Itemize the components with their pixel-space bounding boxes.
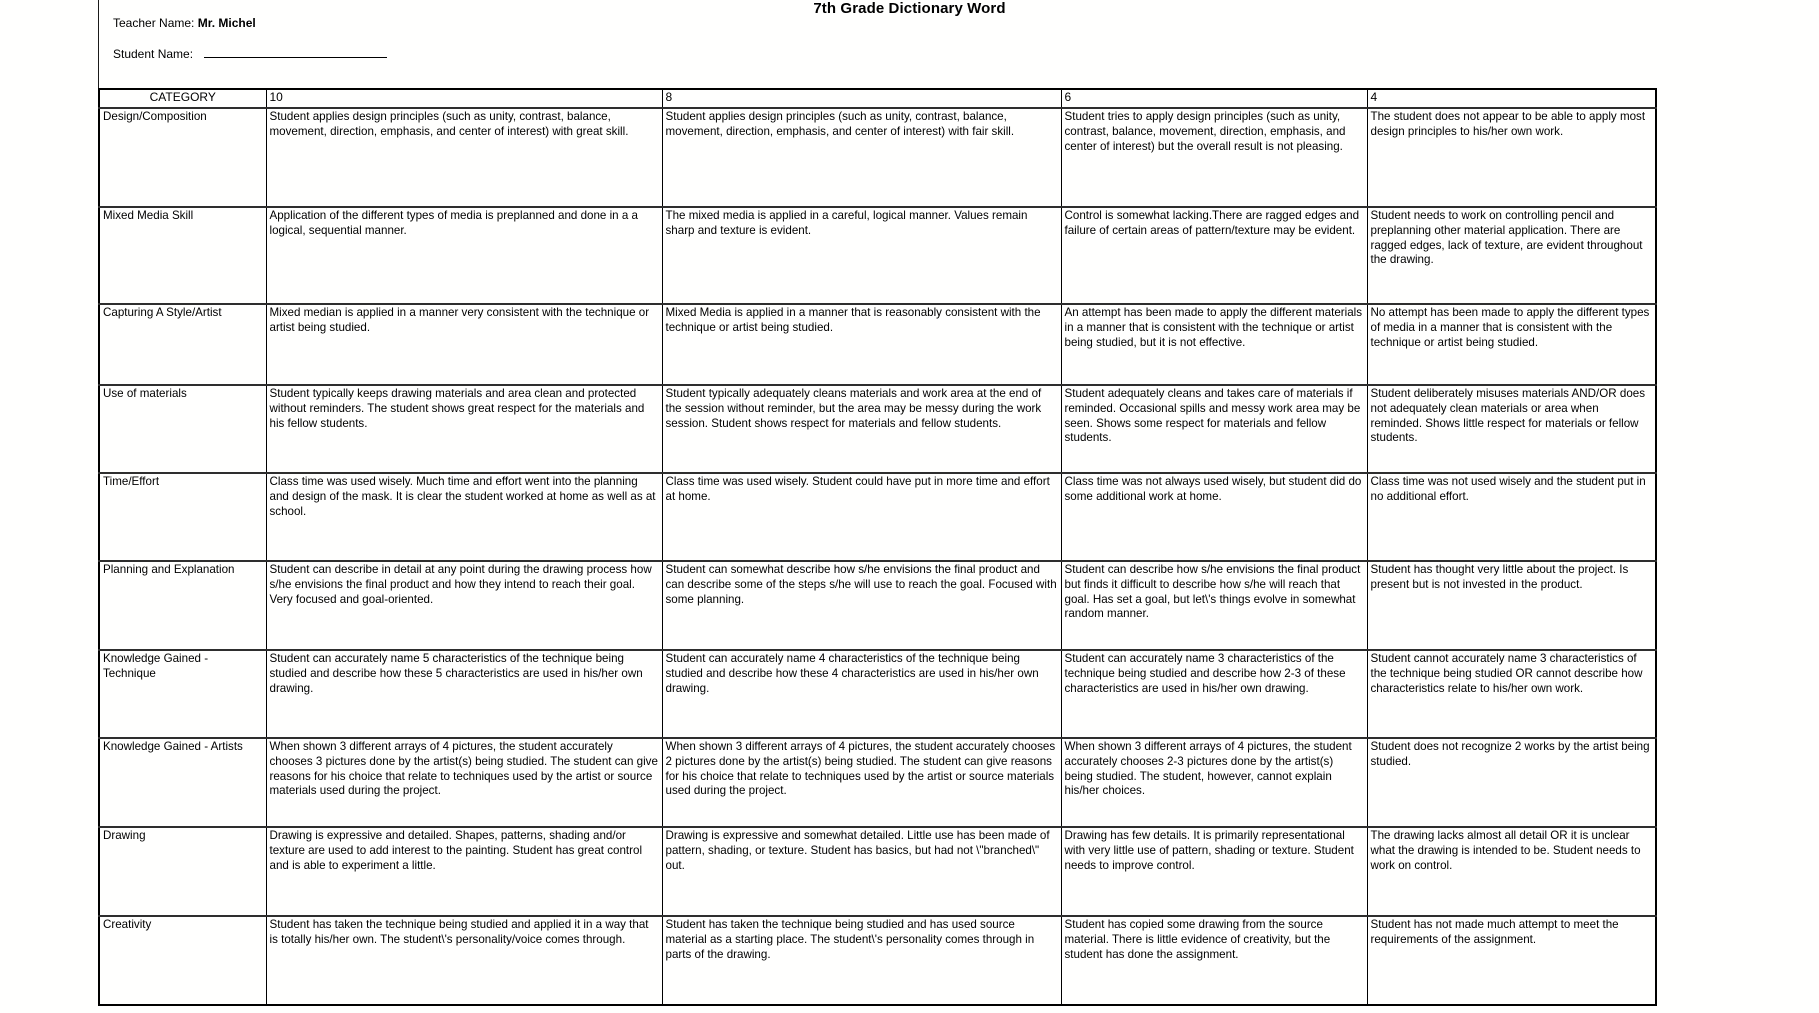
- category-cell: Knowledge Gained - Artists: [99, 738, 266, 827]
- table-row-knowledge-gained-technique: [99, 650, 1656, 738]
- table-row-drawing: [99, 827, 1656, 916]
- teacher-name-label: Teacher Name:: [113, 16, 195, 30]
- header-category: CATEGORY: [99, 89, 266, 108]
- score-10-cell: Mixed median is applied in a manner very consistent with the technique or artist being studied.: [266, 304, 662, 385]
- header-score-6: 6: [1061, 89, 1367, 108]
- header-score-4: 4: [1367, 89, 1656, 108]
- teacher-name-line: [113, 16, 256, 30]
- score-4-cell: The student does not appear to be able to apply most design principles to his/her own work.: [1367, 108, 1656, 207]
- header-score-10: 10: [266, 89, 662, 108]
- score-6-cell: Control is somewhat lacking.There are ragged edges and failure of certain areas of pattern/texture may be evident.: [1061, 207, 1367, 304]
- score-8-cell: Student can somewhat describe how s/he envisions the final product and can describe some of the steps s/he will use to reach the goal. Focused with some planning.: [662, 561, 1061, 650]
- table-row-design-composition: [99, 108, 1656, 207]
- student-name-label: Student Name:: [113, 47, 194, 61]
- table-header-row: [99, 89, 1656, 108]
- score-4-cell: Student has not made much attempt to meet the requirements of the assignment.: [1367, 916, 1656, 1005]
- score-10-cell: Drawing is expressive and detailed. Shapes, patterns, shading and/or texture are used to add interest to the painting. Student has great control and is able to experiment a little.: [266, 827, 662, 916]
- table-row-time-effort: [99, 473, 1656, 561]
- table-row-planning-explanation: [99, 561, 1656, 650]
- category-cell: Use of materials: [99, 385, 266, 473]
- table-row-mixed-media-skill: [99, 207, 1656, 304]
- category-cell: Knowledge Gained - Technique: [99, 650, 266, 738]
- rubric-table: [98, 88, 1657, 1006]
- category-cell: Capturing A Style/Artist: [99, 304, 266, 385]
- score-10-cell: Student has taken the technique being studied and applied it in a way that is totally his/her own. The student\'s personality/voice comes through.: [266, 916, 662, 1005]
- score-4-cell: Student has thought very little about the project. Is present but is not invested in the product.: [1367, 561, 1656, 650]
- score-8-cell: Drawing is expressive and somewhat detailed. Little use has been made of pattern, shading, or texture. Student has basics, but had not \"branched\" out.: [662, 827, 1061, 916]
- score-10-cell: Student typically keeps drawing materials and area clean and protected without reminders. The student shows great respect for the materials and his fellow students.: [266, 385, 662, 473]
- score-6-cell: Drawing has few details. It is primarily representational with very little use of pattern, shading or texture. Student needs to improve control.: [1061, 827, 1367, 916]
- score-6-cell: Student can accurately name 3 characteristics of the technique being studied and describe how 2-3 of these characteristics are used in his/her own drawing.: [1061, 650, 1367, 738]
- table-row-creativity: [99, 916, 1656, 1005]
- category-cell: Planning and Explanation: [99, 561, 266, 650]
- score-4-cell: Student cannot accurately name 3 characteristics of the technique being studied OR cannot describe how characteristics relate to his/her own work.: [1367, 650, 1656, 738]
- score-6-cell: Class time was not always used wisely, but student did do some additional work at home.: [1061, 473, 1367, 561]
- page-title: 7th Grade Dictionary Word: [813, 0, 1006, 17]
- score-10-cell: Student can accurately name 5 characteristics of the technique being studied and describe how these 5 characteristics are used in his/her own drawing.: [266, 650, 662, 738]
- score-10-cell: Student can describe in detail at any point during the drawing process how s/he envisions the final product and how they intend to reach their goal. Very focused and goal-oriented.: [266, 561, 662, 650]
- score-10-cell: Student applies design principles (such as unity, contrast, balance, movement, direction, emphasis, and center of interest) with great skill.: [266, 108, 662, 207]
- score-6-cell: An attempt has been made to apply the different materials in a manner that is consistent with the technique or artist being studied, but it is not effective.: [1061, 304, 1367, 385]
- score-8-cell: Mixed Media is applied in a manner that is reasonably consistent with the technique or artist being studied.: [662, 304, 1061, 385]
- score-4-cell: Student needs to work on controlling pencil and preplanning other material application. There are ragged edges, lack of texture, are evident throughout the drawing.: [1367, 207, 1656, 304]
- table-row-capturing-style-artist: [99, 304, 1656, 385]
- score-8-cell: Student has taken the technique being studied and has used source material as a starting place. The student\'s personality comes through in parts of the drawing.: [662, 916, 1061, 1005]
- score-4-cell: No attempt has been made to apply the different types of media in a manner that is consistent with the technique or artist being studied.: [1367, 304, 1656, 385]
- category-cell: Creativity: [99, 916, 266, 1005]
- score-8-cell: When shown 3 different arrays of 4 pictures, the student accurately chooses 2 pictures done by the artist(s) being studied. The student can give reasons for his choice that relate to techniques used by the artist or source materials used during the project.: [662, 738, 1061, 827]
- score-6-cell: Student can describe how s/he envisions the final product but finds it difficult to describe how s/he will reach that goal. Has set a goal, but let\'s things evolve in somewhat random manner.: [1061, 561, 1367, 650]
- student-name-blank-line: [204, 46, 387, 58]
- header-score-8: 8: [662, 89, 1061, 108]
- score-4-cell: Student deliberately misuses materials AND/OR does not adequately clean materials or area when reminded. Shows little respect for materials or fellow students.: [1367, 385, 1656, 473]
- score-8-cell: Class time was used wisely. Student could have put in more time and effort at home.: [662, 473, 1061, 561]
- score-8-cell: Student can accurately name 4 characteristics of the technique being studied and describe how these 4 characteristics are used in his/her own drawing.: [662, 650, 1061, 738]
- score-8-cell: The mixed media is applied in a careful, logical manner. Values remain sharp and texture is evident.: [662, 207, 1061, 304]
- score-6-cell: Student adequately cleans and takes care of materials if reminded. Occasional spills and messy work area may be seen. Shows some respect for materials and fellow students.: [1061, 385, 1367, 473]
- category-cell: Drawing: [99, 827, 266, 916]
- category-cell: Time/Effort: [99, 473, 266, 561]
- score-4-cell: Student does not recognize 2 works by the artist being studied.: [1367, 738, 1656, 827]
- score-6-cell: Student tries to apply design principles (such as unity, contrast, balance, movement, direction, emphasis, and center of interest) but the overall result is not pleasing.: [1061, 108, 1367, 207]
- score-4-cell: The drawing lacks almost all detail OR it is unclear what the drawing is intended to be. Student needs to work on control.: [1367, 827, 1656, 916]
- category-cell: Mixed Media Skill: [99, 207, 266, 304]
- score-8-cell: Student typically adequately cleans materials and work area at the end of the session without reminder, but the area may be messy during the work session. Student shows respect for materials and fellow students.: [662, 385, 1061, 473]
- score-10-cell: Class time was used wisely. Much time and effort went into the planning and design of the mask. It is clear the student worked at home as well as at school.: [266, 473, 662, 561]
- score-10-cell: When shown 3 different arrays of 4 pictures, the student accurately chooses 3 pictures done by the artist(s) being studied. The student can give reasons for his choice that relate to techniques used by the artist or source materials used during the project.: [266, 738, 662, 827]
- score-10-cell: Application of the different types of media is preplanned and done in a a logical, sequential manner.: [266, 207, 662, 304]
- table-row-use-of-materials: [99, 385, 1656, 473]
- student-name-line: [113, 46, 387, 61]
- teacher-name-value: Mr. Michel: [197, 16, 256, 30]
- score-8-cell: Student applies design principles (such as unity, contrast, balance, movement, direction, emphasis, and center of interest) with fair skill.: [662, 108, 1061, 207]
- table-row-knowledge-gained-artists: [99, 738, 1656, 827]
- score-4-cell: Class time was not used wisely and the student put in no additional effort.: [1367, 473, 1656, 561]
- category-cell: Design/Composition: [99, 108, 266, 207]
- score-6-cell: Student has copied some drawing from the source material. There is little evidence of creativity, but the student has done the assignment.: [1061, 916, 1367, 1005]
- score-6-cell: When shown 3 different arrays of 4 pictures, the student accurately chooses 2-3 pictures done by the artist(s) being studied. The student, however, cannot explain his/her choices.: [1061, 738, 1367, 827]
